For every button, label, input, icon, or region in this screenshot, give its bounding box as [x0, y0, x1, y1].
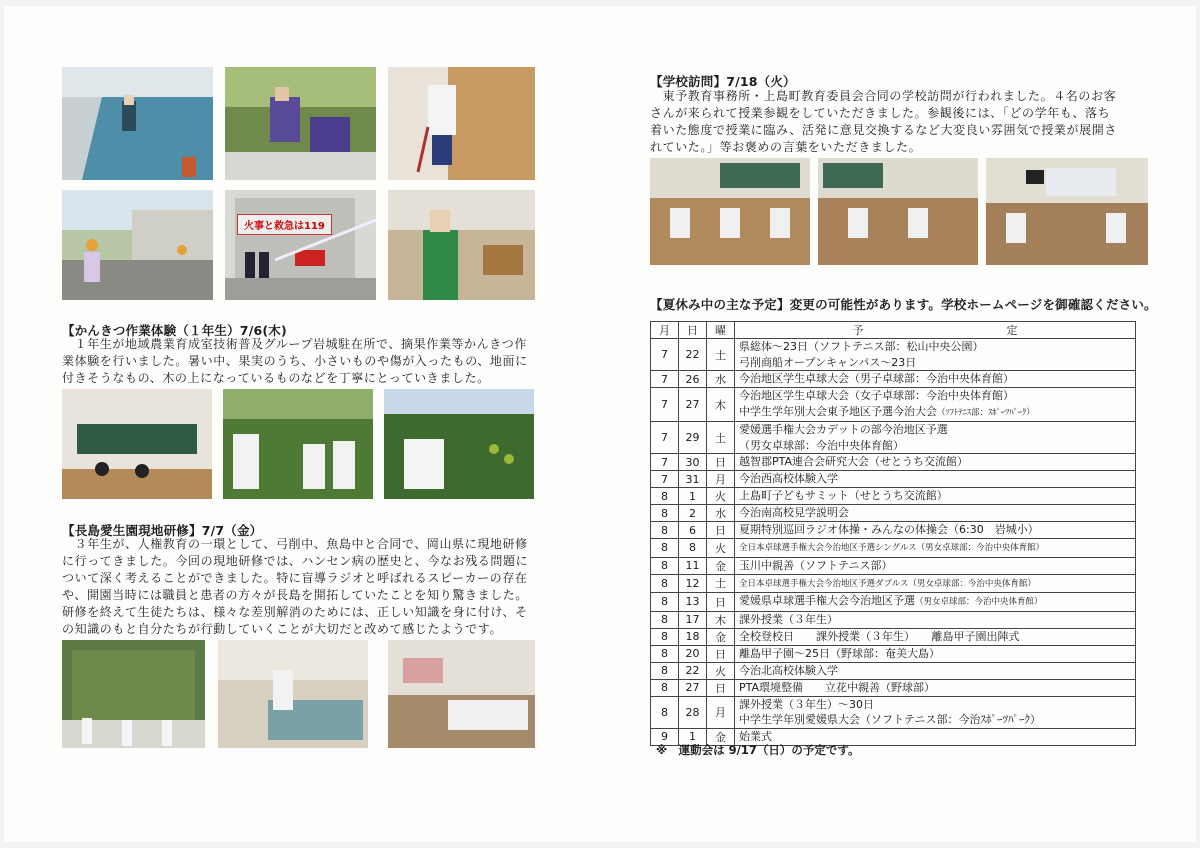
cell-weekday: 木	[707, 611, 735, 628]
cell-plan	[735, 522, 1136, 539]
photo-citrus-picking	[384, 389, 534, 499]
plan-small-text: （ｿﾌﾄﾃﾆｽ部：ｽﾎﾟｰﾂﾊﾟｰｸ）	[937, 407, 1035, 418]
school-visit-paragraph	[650, 88, 1150, 156]
plan-small-text: （男女卓球部：今治中央体育館）	[915, 597, 1043, 607]
paragraph-line: 着いた態度で授業に臨み、活発に意見交換するなど大変良い雰囲気で授業が展開さ	[650, 123, 1117, 137]
paragraph-line: ３年生が、人権教育の一環として、弓削中、魚島中と合同で、岡山県に現地研修	[62, 537, 528, 551]
plan-line	[739, 488, 1131, 504]
paragraph-line: 業体験を行いました。暑い中、果実のうち、小さいものや傷が入ったもの、地面に	[62, 354, 528, 368]
table-row	[651, 371, 1136, 388]
paragraph-line: の知識のもと自分たちが行動していくことが大切だと改めて感じたようです。	[62, 622, 503, 636]
plan-text: 中学生学年別愛媛県大会（ソフトテニス部：今治ｽﾎﾟｰﾂﾊﾟｰｸ）	[739, 713, 1042, 726]
cell-day: 30	[679, 454, 707, 471]
cell-day: 31	[679, 471, 707, 488]
photo-fire-drill	[225, 190, 376, 300]
plan-line	[739, 558, 1131, 574]
cell-month: 8	[651, 662, 679, 679]
cell-plan	[735, 628, 1136, 645]
plan-text: 玉川中親善（ソフトテニス部）	[739, 558, 893, 572]
photo-garden-work	[225, 67, 376, 180]
photo-cafe-service	[388, 190, 535, 300]
cell-day: 13	[679, 593, 707, 612]
photo-orchard-group	[223, 389, 373, 499]
cell-weekday: 日	[707, 593, 735, 612]
cell-day: 22	[679, 662, 707, 679]
plan-small-text: 全日本卓球選手権大会今治地区予選シングルス（男女卓球部：今治中央体育館）	[739, 543, 1045, 553]
plan-line	[739, 339, 1131, 355]
cell-weekday: 日	[707, 645, 735, 662]
paragraph-line: ついて深く考えることができました。特に盲導ラジオと呼ばれるスピーカーの存在	[62, 571, 528, 585]
cell-plan	[735, 662, 1136, 679]
cell-day: 1	[679, 728, 707, 745]
citrus-heading: 【かんきつ作業体験（１年生）7/6(木)	[62, 323, 287, 338]
cell-plan	[735, 679, 1136, 696]
plan-line	[739, 505, 1131, 521]
photo-pool-cleaning	[62, 67, 213, 180]
paragraph-line: 研修を終えて生徒たちは、様々な差別解消のためには、正しい知識を身に付け、そ	[62, 605, 528, 619]
cell-weekday: 土	[707, 339, 735, 371]
plan-line	[739, 522, 1131, 538]
plan-text: 今治南高校見学説明会	[739, 506, 849, 520]
paragraph-line: に行ってきました。今回の現地研修では、ハンセン病の歴史と、今なお残る問題に	[62, 554, 529, 568]
cell-weekday: 日	[707, 522, 735, 539]
cell-plan	[735, 505, 1136, 522]
cell-plan	[735, 471, 1136, 488]
cell-month: 7	[651, 454, 679, 471]
plan-line	[739, 454, 1131, 470]
cell-weekday: 火	[707, 539, 735, 558]
plan-text: 愛媛県卓球選手権大会今治地区予選	[739, 594, 915, 607]
paragraph-line: れていた。」等お褒めの言葉をいただきました。	[650, 140, 922, 154]
photo-classroom-lecture	[62, 389, 212, 499]
cell-weekday: 日	[707, 679, 735, 696]
cell-plan	[735, 539, 1136, 558]
cell-month: 8	[651, 522, 679, 539]
paragraph-line: １年生が地域農業育成室技術普及グループ岩城駐在所で、摘果作業等かんきつ作	[62, 337, 528, 351]
cell-weekday: 月	[707, 471, 735, 488]
plan-line	[739, 593, 1131, 611]
photo-class-visit-2	[818, 158, 978, 265]
table-row	[651, 696, 1136, 728]
cell-day: 28	[679, 696, 707, 728]
cell-month: 8	[651, 505, 679, 522]
cell-plan	[735, 388, 1136, 422]
cell-weekday: 土	[707, 574, 735, 593]
plan-line	[739, 471, 1131, 487]
plan-text: 今治北高校体験入学	[739, 663, 838, 677]
plan-text: PTA環境整備 立花中親善（野球部）	[739, 680, 936, 694]
table-row	[651, 339, 1136, 371]
table-row	[651, 662, 1136, 679]
cell-month: 8	[651, 628, 679, 645]
photo-class-visit-3	[986, 158, 1148, 265]
cell-weekday: 月	[707, 696, 735, 728]
cell-plan	[735, 593, 1136, 612]
fire-safety-sign: 火事と救急は119	[237, 214, 332, 235]
cell-plan	[735, 371, 1136, 388]
plan-line	[739, 663, 1131, 679]
table-row	[651, 593, 1136, 612]
cell-plan	[735, 422, 1136, 454]
cell-weekday: 木	[707, 388, 735, 422]
cell-weekday: 水	[707, 505, 735, 522]
cell-day: 2	[679, 505, 707, 522]
table-row	[651, 611, 1136, 628]
photo-seminar-room	[388, 640, 535, 748]
paragraph-line: 東予教育事務所・上島町教育委員会合同の学校訪問が行われました。４名のお客	[650, 89, 1117, 103]
cell-plan	[735, 574, 1136, 593]
table-row	[651, 488, 1136, 505]
table-row	[651, 628, 1136, 645]
table-row	[651, 422, 1136, 454]
cell-weekday: 土	[707, 422, 735, 454]
cell-month: 9	[651, 728, 679, 745]
plan-text: 越智郡PTA連合会研究大会（せとうち交流館）	[739, 455, 969, 469]
plan-line	[739, 371, 1131, 387]
table-row	[651, 388, 1136, 422]
photo-traffic-safety	[62, 190, 213, 300]
header-plan: 予 定	[735, 322, 1136, 339]
cell-day: 29	[679, 422, 707, 454]
photo-museum-model	[218, 640, 368, 748]
cell-weekday: 金	[707, 628, 735, 645]
cell-weekday: 金	[707, 728, 735, 745]
sports-day-note: ※ 運動会は 9/17（日）の予定です。	[656, 743, 860, 757]
plan-line	[739, 422, 1131, 438]
table-row	[651, 645, 1136, 662]
cell-month: 8	[651, 539, 679, 558]
plan-text: 課外授業（３年生）～30日	[739, 697, 874, 711]
cell-month: 7	[651, 471, 679, 488]
plan-text: 今治地区学生卓球大会（男子卓球部：今治中央体育館）	[739, 372, 1014, 386]
cell-month: 8	[651, 645, 679, 662]
cell-month: 8	[651, 557, 679, 574]
plan-line	[739, 438, 1131, 454]
cell-day: 20	[679, 645, 707, 662]
table-row	[651, 505, 1136, 522]
cell-day: 22	[679, 339, 707, 371]
plan-text: 今治地区学生卓球大会（女子卓球部：今治中央体育館）	[739, 389, 1014, 402]
summer-heading-note: 変更の可能性があります。学校ホームページを御確認ください。	[789, 297, 1157, 312]
plan-text: 愛媛選手権大会カデットの部今治地区予選	[739, 423, 948, 436]
cell-day: 17	[679, 611, 707, 628]
nagashima-heading: 【長島愛生園現地研修】7/7（金）	[62, 523, 263, 538]
paragraph-line: 付きそうなもの、木の上になっているものなどを丁寧にとっていきました。	[62, 371, 490, 385]
plan-line	[739, 388, 1131, 404]
plan-line	[739, 680, 1131, 696]
cell-plan	[735, 611, 1136, 628]
cell-weekday: 水	[707, 371, 735, 388]
cell-plan	[735, 488, 1136, 505]
summer-schedule-table	[650, 321, 1136, 746]
plan-text: 課外授業（３年生）	[739, 612, 838, 626]
cell-month: 8	[651, 679, 679, 696]
header-weekday: 曜	[707, 322, 735, 339]
photo-ivy-building	[62, 640, 205, 748]
cell-day: 18	[679, 628, 707, 645]
cell-month: 7	[651, 339, 679, 371]
cell-weekday: 火	[707, 488, 735, 505]
plan-line	[739, 355, 1131, 371]
cell-plan	[735, 454, 1136, 471]
plan-text: 県総体～23日（ソフトテニス部：松山中央公園）	[739, 340, 984, 353]
table-row	[651, 471, 1136, 488]
cell-month: 8	[651, 593, 679, 612]
cell-day: 27	[679, 388, 707, 422]
plan-text: 今治西高校体験入学	[739, 472, 838, 486]
cell-weekday: 金	[707, 557, 735, 574]
plan-text: 夏期特別巡回ラジオ体操・みんなの体操会（6:30 岩城小）	[739, 523, 1039, 537]
summer-schedule-heading	[650, 295, 1157, 313]
paragraph-line: や、開園当時には職員と患者の方々が長島を開拓していたことを知り驚きました。	[62, 588, 528, 602]
header-month: 月	[651, 322, 679, 339]
plan-line	[739, 539, 1131, 557]
cell-month: 8	[651, 574, 679, 593]
plan-text: 始業式	[739, 729, 772, 743]
plan-small-text: 全日本卓球選手権大会今治地区予選ダブルス（男女卓球部：今治中央体育館）	[739, 578, 1036, 589]
plan-text: 中学生学年別大会東予地区予選今治大会	[739, 404, 937, 418]
plan-line	[739, 712, 1131, 728]
school-visit-heading: 【学校訪問】7/18（火）	[650, 74, 796, 89]
plan-text: 離島甲子園～25日（野球部：奄美大島）	[739, 646, 940, 660]
cell-plan	[735, 645, 1136, 662]
cell-month: 8	[651, 696, 679, 728]
cell-month: 7	[651, 388, 679, 422]
plan-text: 上島町子どもサミット（せとうち交流館）	[739, 489, 948, 503]
cell-plan	[735, 696, 1136, 728]
cell-month: 8	[651, 611, 679, 628]
plan-line	[739, 646, 1131, 662]
cell-day: 1	[679, 488, 707, 505]
table-row	[651, 679, 1136, 696]
table-row	[651, 557, 1136, 574]
plan-line	[739, 404, 1131, 422]
table-row	[651, 522, 1136, 539]
cell-month: 8	[651, 488, 679, 505]
cell-month: 7	[651, 422, 679, 454]
table-header-row	[651, 322, 1136, 339]
table-row	[651, 574, 1136, 593]
photo-hallway-sweeping	[388, 67, 535, 180]
table-row	[651, 454, 1136, 471]
cell-day: 8	[679, 539, 707, 558]
citrus-paragraph	[62, 336, 542, 387]
cell-day: 12	[679, 574, 707, 593]
cell-month: 7	[651, 371, 679, 388]
photo-class-visit-1	[650, 158, 810, 265]
plan-text: 弓削商船オープンキャンパス～23日	[739, 355, 917, 369]
header-day: 日	[679, 322, 707, 339]
plan-line	[739, 575, 1131, 593]
cell-weekday: 日	[707, 454, 735, 471]
cell-plan	[735, 339, 1136, 371]
cell-plan	[735, 557, 1136, 574]
cell-day: 27	[679, 679, 707, 696]
paragraph-line: さんが来られて授業参観をしていただきました。参観後には、「どの学年も、落ち	[650, 106, 1111, 120]
nagashima-paragraph	[62, 536, 542, 638]
plan-text: 全校登校日 課外授業（３年生） 離島甲子園出陣式	[739, 629, 1020, 643]
plan-line	[739, 697, 1131, 713]
cell-weekday: 火	[707, 662, 735, 679]
cell-day: 26	[679, 371, 707, 388]
plan-line	[739, 612, 1131, 628]
summer-heading-title: 【夏休み中の主な予定】	[650, 297, 790, 312]
table-row	[651, 539, 1136, 558]
plan-text: （男女卓球部：今治中央体育館）	[739, 438, 904, 452]
plan-line	[739, 629, 1131, 645]
cell-day: 6	[679, 522, 707, 539]
cell-day: 11	[679, 557, 707, 574]
